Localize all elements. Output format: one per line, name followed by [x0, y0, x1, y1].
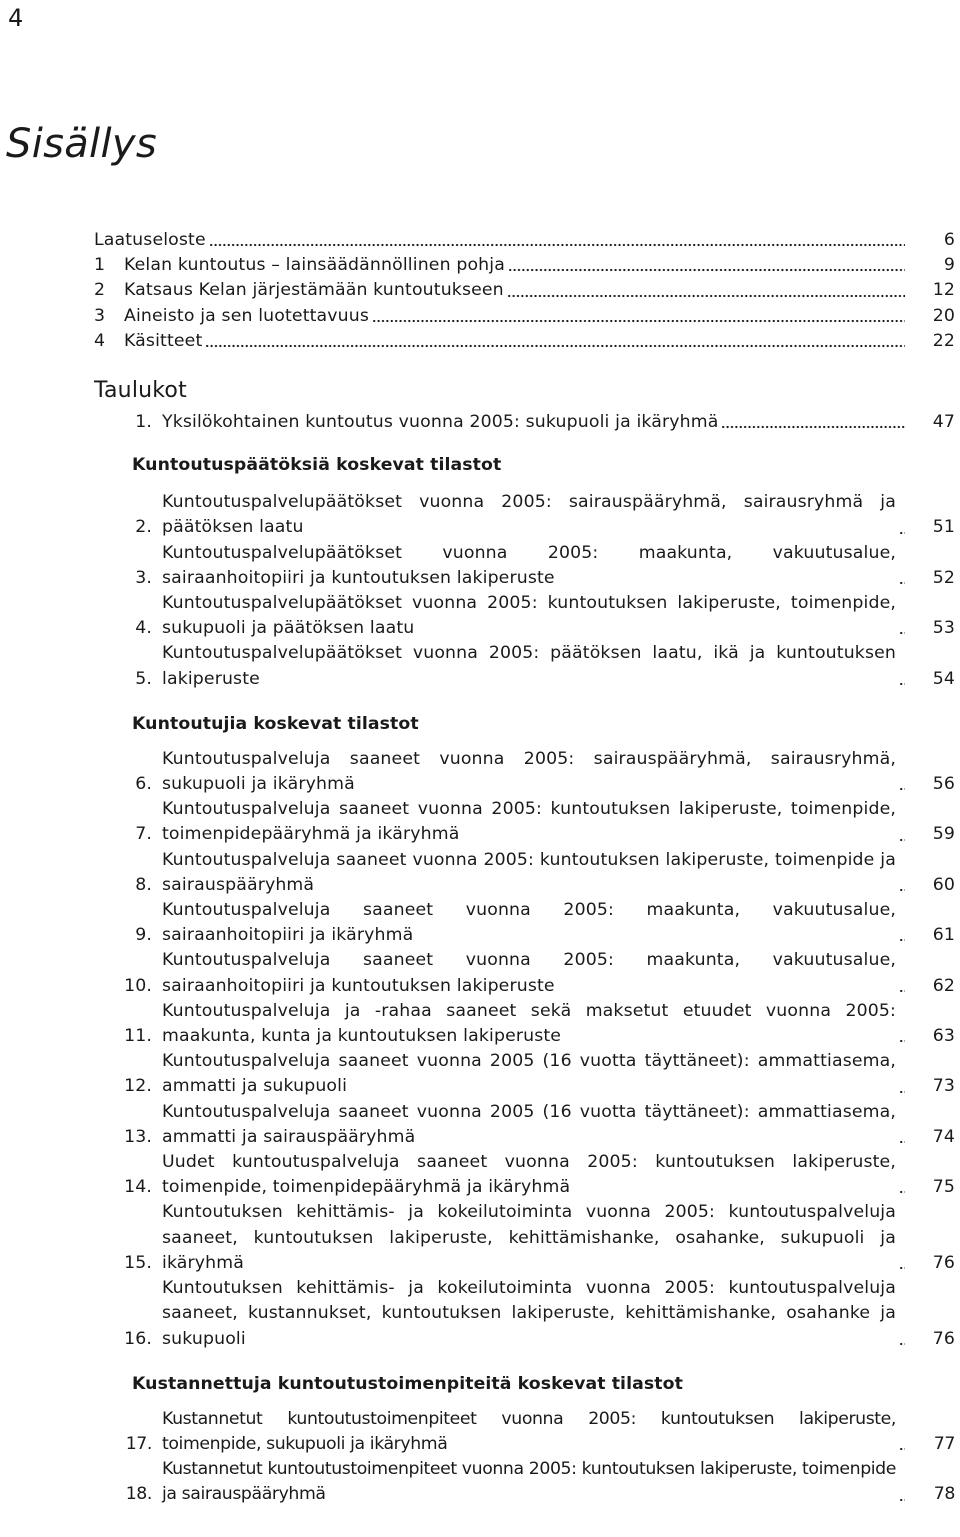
toc-entry[interactable] [94, 1276, 955, 1352]
toc-entry[interactable] [94, 410, 955, 435]
entry-number: 7. [135, 824, 152, 845]
dot-leader [899, 682, 905, 686]
entry-page: 56 [932, 774, 955, 795]
entry-page: 76 [932, 1252, 955, 1273]
dot-leader [899, 1498, 905, 1502]
toc-entry[interactable] [94, 253, 955, 278]
toc-entry[interactable] [94, 948, 955, 998]
toc-entry[interactable] [94, 591, 955, 641]
page-title: Sisällys [6, 121, 157, 167]
entry-text: Kuntoutuspalvelupäätökset vuonna 2005: päätöksen laatu, ikä ja kuntoutuksen lakiperuste [162, 643, 896, 689]
entry-number: 5. [135, 668, 152, 689]
entry-text: Kustannetut kuntoutustoimenpiteet vuonna 2005: kuntoutuksen lakiperuste, toimenpide ja sairauspääryhmä [162, 1459, 896, 1505]
entry-text: Kuntoutuksen kehittämis- ja kokeilutoiminta vuonna 2005: kuntoutuspalveluja saaneet, kustannukset, kuntoutuksen lakiperuste, kehittämishanke, osahanke ja sukupuoli [162, 1278, 896, 1349]
toc-entry[interactable] [94, 797, 955, 847]
toc-entry[interactable] [94, 1457, 955, 1507]
entry-text: Kuntoutuspalveluja saaneet vuonna 2005: maakunta, vakuutusalue, sairaanhoitopiiri ja kuntoutuksen lakiperuste [162, 950, 896, 996]
toc-entry[interactable] [94, 848, 955, 898]
entry-text: Kuntoutuspalveluja saaneet vuonna 2005: sairauspääryhmä, sairausryhmä, sukupuoli ja ikäryhmä [162, 748, 896, 795]
entry-page: 74 [932, 1126, 955, 1147]
entry-text: Kuntoutuspalveluja saaneet vuonna 2005: maakunta, vakuutusalue, sairaanhoitopiiri ja ikäryhmä [162, 900, 896, 946]
entry-page: 9 [943, 255, 955, 276]
entry-page: 77 [933, 1433, 955, 1454]
entry-page: 61 [932, 925, 955, 946]
entry-page: 47 [932, 412, 955, 432]
toc-entry[interactable] [94, 1150, 955, 1200]
entry-number: 10. [124, 975, 152, 996]
dot-leader [899, 581, 905, 585]
entry-text: Yksilökohtainen kuntoutus vuonna 2005: sukupuoli ja ikäryhmä [162, 412, 719, 432]
dot-leader [899, 787, 905, 791]
entry-text: Uudet kuntoutuspalveluja saaneet vuonna 2005: kuntoutuksen lakiperuste, toimenpide, toimenpidepääryhmä ja ikäryhmä [162, 1152, 896, 1198]
entry-number: 18. [125, 1484, 152, 1505]
entry-number: 13. [124, 1126, 152, 1147]
dot-leader [899, 1342, 905, 1346]
section-heading-taulukot: Taulukot [94, 378, 187, 403]
toc-entry[interactable] [94, 541, 955, 591]
dot-leader [899, 888, 905, 892]
entry-page: 52 [932, 567, 955, 588]
toc-entry[interactable] [94, 898, 955, 948]
entry-number: 1 [94, 255, 106, 276]
section-heading-kuntoutujat: Kuntoutujia koskevat tilastot [132, 713, 419, 734]
entry-number: 4 [94, 330, 106, 351]
entry-page: 22 [932, 330, 955, 351]
entry-number: 4. [135, 618, 152, 639]
entry-number: 14. [124, 1177, 152, 1198]
entry-text: Kuntoutuspalvelupäätökset vuonna 2005: maakunta, vakuutusalue, sairaanhoitopiiri ja kuntoutuksen lakiperuste [162, 542, 896, 588]
entry-page: 60 [932, 874, 955, 895]
dot-leader [508, 268, 905, 272]
entry-page: 54 [932, 668, 955, 689]
dot-leader [899, 938, 905, 942]
dot-leader [721, 425, 905, 429]
entry-number: 9. [135, 925, 152, 946]
dot-leader [205, 344, 905, 348]
entry-text: Kuntoutuspalveluja saaneet vuonna 2005: kuntoutuksen lakiperuste, toimenpide, toimenpidepääryhmä ja ikäryhmä [162, 799, 896, 845]
dot-leader [899, 1266, 905, 1270]
toc-top-list [94, 228, 955, 354]
dot-leader [899, 531, 905, 535]
entry-page: 76 [932, 1328, 955, 1349]
entry-text: Kustannetut kuntoutustoimenpiteet vuonna 2005: kuntoutuksen lakiperuste, toimenpide, sukupuoli ja ikäryhmä [162, 1408, 896, 1454]
dot-leader [899, 1090, 905, 1094]
toc-entry[interactable] [94, 1049, 955, 1099]
entry-page: 20 [932, 305, 955, 326]
entry-page: 12 [932, 280, 955, 301]
entry-number: 6. [135, 774, 152, 795]
dot-leader [899, 631, 905, 635]
toc-entry[interactable] [94, 1407, 955, 1457]
entry-number: 15. [124, 1252, 152, 1273]
entry-page: 51 [932, 517, 955, 538]
entry-text: Kuntoutuspalveluja saaneet vuonna 2005 (16 vuotta täyttäneet): ammattiasema, ammatti ja sairauspääryhmä [162, 1101, 896, 1147]
toc-entry[interactable] [94, 329, 955, 354]
entry-page: 62 [932, 975, 955, 996]
toc-entry[interactable] [94, 641, 955, 691]
toc-entry[interactable] [94, 1100, 955, 1150]
dot-leader [209, 243, 905, 247]
dot-leader [507, 294, 905, 298]
entry-page: 75 [932, 1177, 955, 1198]
toc-entry[interactable] [94, 1200, 955, 1276]
toc-entry[interactable] [94, 304, 955, 329]
dot-leader [899, 989, 905, 993]
entry-text: Kuntoutuspalveluja ja -rahaa saaneet sekä maksetut etuudet vuonna 2005: maakunta, kunta ja kuntoutuksen lakiperuste [162, 1000, 896, 1047]
dot-leader [899, 1190, 905, 1194]
toc-entry[interactable] [94, 490, 955, 540]
entry-number: 1. [135, 412, 152, 432]
entry-page: 63 [932, 1026, 955, 1047]
entry-text: Kuntoutuspalvelupäätökset vuonna 2005: sairauspääryhmä, sairausryhmä ja päätöksen laatu [162, 492, 896, 538]
section-heading-paatokset: Kuntoutuspäätöksiä koskevat tilastot [132, 455, 502, 476]
entry-page: 73 [932, 1076, 955, 1097]
entry-text: Kuntoutuksen kehittämis- ja kokeilutoiminta vuonna 2005: kuntoutuspalveluja saaneet, kuntoutuksen lakiperuste, kehittämishanke, osahanke, sukupuoli ja ikäryhmä [162, 1202, 896, 1273]
entry-number: 16. [124, 1328, 152, 1349]
dot-leader [899, 838, 905, 842]
entry-text: Kuntoutuspalveluja saaneet vuonna 2005: kuntoutuksen lakiperuste, toimenpide ja sairauspääryhmä [162, 849, 896, 895]
entry-page: 78 [933, 1484, 955, 1505]
entry-number: 2 [94, 280, 106, 301]
entry-text: Katsaus Kelan järjestämään kuntoutukseen [124, 280, 504, 301]
entry-number: 17. [125, 1433, 152, 1454]
entry-text: Käsitteet [124, 330, 203, 351]
toc-entry[interactable] [94, 747, 955, 797]
entry-number: 3 [94, 305, 106, 326]
entry-number: 11. [124, 1026, 152, 1047]
entry-number: 3. [135, 567, 152, 588]
entry-page: 59 [932, 824, 955, 845]
entry-number: 12. [124, 1076, 152, 1097]
dot-leader [899, 1039, 905, 1043]
entry-number: 2. [135, 517, 152, 538]
entry-text: Aineisto ja sen luotettavuus [124, 305, 370, 326]
toc-tables-list [94, 376, 955, 1508]
dot-leader [899, 1447, 905, 1451]
toc-entry[interactable] [94, 999, 955, 1049]
entry-text: Kuntoutuspalvelupäätökset vuonna 2005: kuntoutuksen lakiperuste, toimenpide, sukupuoli ja päätöksen laatu [162, 593, 896, 639]
dot-leader [372, 319, 905, 323]
page-number: 4 [8, 4, 24, 32]
toc-entry[interactable] [94, 228, 955, 253]
dot-leader [899, 1140, 905, 1144]
entry-number: 8. [135, 874, 152, 895]
entry-text: Kuntoutuspalveluja saaneet vuonna 2005 (16 vuotta täyttäneet): ammattiasema, ammatti ja sukupuoli [162, 1051, 896, 1097]
entry-page: 53 [932, 618, 955, 639]
entry-page: 6 [943, 230, 955, 250]
entry-text: Kelan kuntoutus – lainsäädännöllinen pohja [124, 255, 505, 276]
toc-entry[interactable] [94, 278, 955, 303]
section-heading-kustannetut: Kustannettuja kuntoutustoimenpiteitä koskevat tilastot [132, 1373, 683, 1394]
entry-text: Laatuseloste [94, 230, 206, 250]
